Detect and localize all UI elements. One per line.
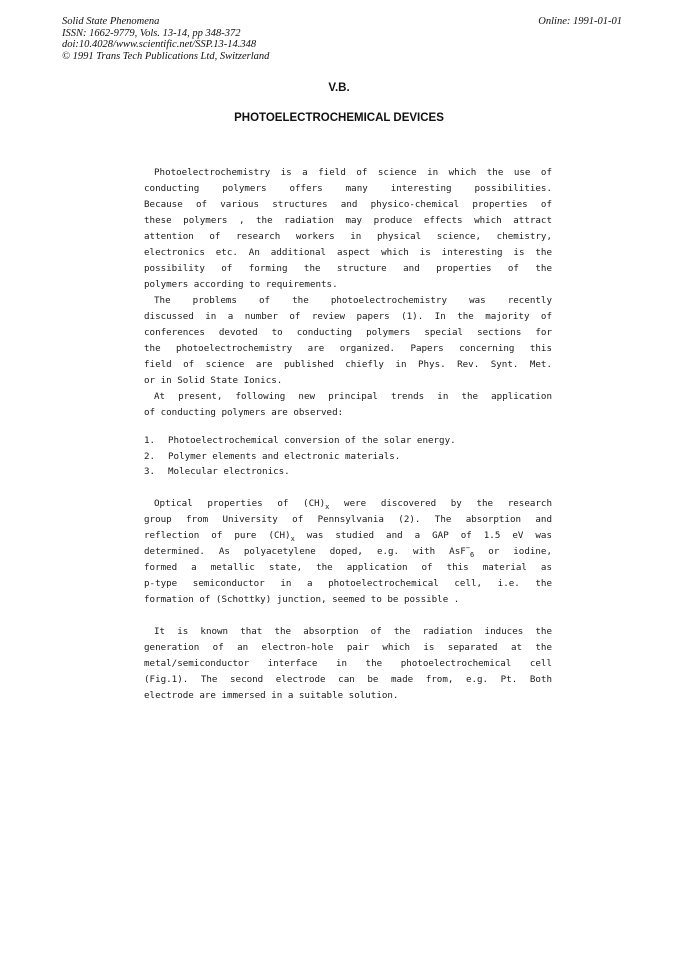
list-number: 3. <box>144 466 156 477</box>
text-line: It is known that the absorption of the radiation induces the <box>154 626 552 637</box>
text-line: Photoelectrochemistry is a field of science in which the use of <box>154 167 552 178</box>
text-line: possibility of forming the structure and properties of the <box>144 263 552 274</box>
list-number: 1. <box>144 435 156 446</box>
text-line: The problems of the photoelectrochemistry was recently <box>154 295 552 306</box>
text-line: reflection of pure $(CH)_x$ was studied and a GAP of 1.5 eV was <box>144 530 552 543</box>
text-line: the photoelectrochemistry are organized. Papers concerning this <box>144 343 552 354</box>
text-line: electronics etc. An additional aspect which is interesting is the <box>144 247 552 258</box>
text-line: discussed in a number of review papers (1). In the majority of <box>144 311 552 322</box>
list-text: Molecular electronics. <box>168 466 290 477</box>
issn-line: ISSN: 1662-9779, Vols. 13-14, pp 348-372 <box>62 27 241 39</box>
copyright-line: © 1991 Trans Tech Publications Ltd, Switzerland <box>62 50 270 62</box>
section-number: V.B. <box>328 82 350 94</box>
text-line: formed a metallic state, the application of this material as <box>144 562 552 573</box>
text-line: formation of (Schottky) junction, seemed to be possible . <box>144 594 460 605</box>
list-item <box>144 464 552 480</box>
text-line: conducting polymers offers many interesting possibilities. <box>144 183 552 194</box>
text-line: or in Solid State Ionics. <box>144 375 283 386</box>
text-line: electrode are immersed in a suitable solution. <box>144 690 399 701</box>
list-text: Polymer elements and electronic materials. <box>168 450 401 462</box>
text-line: attention of research workers in physical science, chemistry, <box>144 231 552 242</box>
text-line: metal/semiconductor interface in the photoelectrochemical cell <box>144 658 552 669</box>
text-line: group from University of Pennsylvania (2). The absorption and <box>144 514 552 525</box>
text-line: field of science are published chiefly in Phys. Rev. Synt. Met. <box>144 359 552 370</box>
doi-line: doi:10.4028/www.scientific.net/SSP.13-14.348 <box>62 39 257 50</box>
journal-name: Solid State Phenomena <box>62 16 160 27</box>
text-line: p-type semiconductor in a photoelectrochemical cell, i.e. the <box>144 578 552 589</box>
paragraph-absorption <box>144 624 552 704</box>
text-line: polymers according to requirements. <box>144 279 338 290</box>
paragraph-intro <box>144 165 552 421</box>
trends-list <box>144 433 552 480</box>
text-line: generation of an electron-hole pair which is separated at the <box>144 642 552 653</box>
list-text: Photoelectrochemical conversion of the solar energy. <box>168 435 456 446</box>
publication-header <box>62 16 622 62</box>
text-line: determined. As polyacetylene doped, e.g. with AsF−$_6$ or iodine, <box>144 543 552 559</box>
list-number: 2. <box>144 450 156 462</box>
online-date: Online: 1991-01-01 <box>538 16 622 27</box>
text-line: these polymers , the radiation may produce effects which attract <box>144 215 552 226</box>
paragraph-optical <box>144 496 552 608</box>
text-line: of conducting polymers are observed: <box>144 407 344 418</box>
list-item <box>144 449 552 465</box>
text-line: conferences devoted to conducting polymers special sections for <box>144 327 552 338</box>
page-title: PHOTOELECTROCHEMICAL DEVICES <box>234 112 444 124</box>
text-line: Optical properties of $(CH)_x$ were discovered by the research <box>154 498 552 511</box>
text-line: Because of various structures and physico-chemical properties of <box>144 199 552 210</box>
list-item <box>144 433 552 449</box>
text-line: At present, following new principal trends in the application <box>154 391 552 402</box>
text-line: (Fig.1). The second electrode can be made from, e.g. Pt. Both <box>144 674 552 685</box>
